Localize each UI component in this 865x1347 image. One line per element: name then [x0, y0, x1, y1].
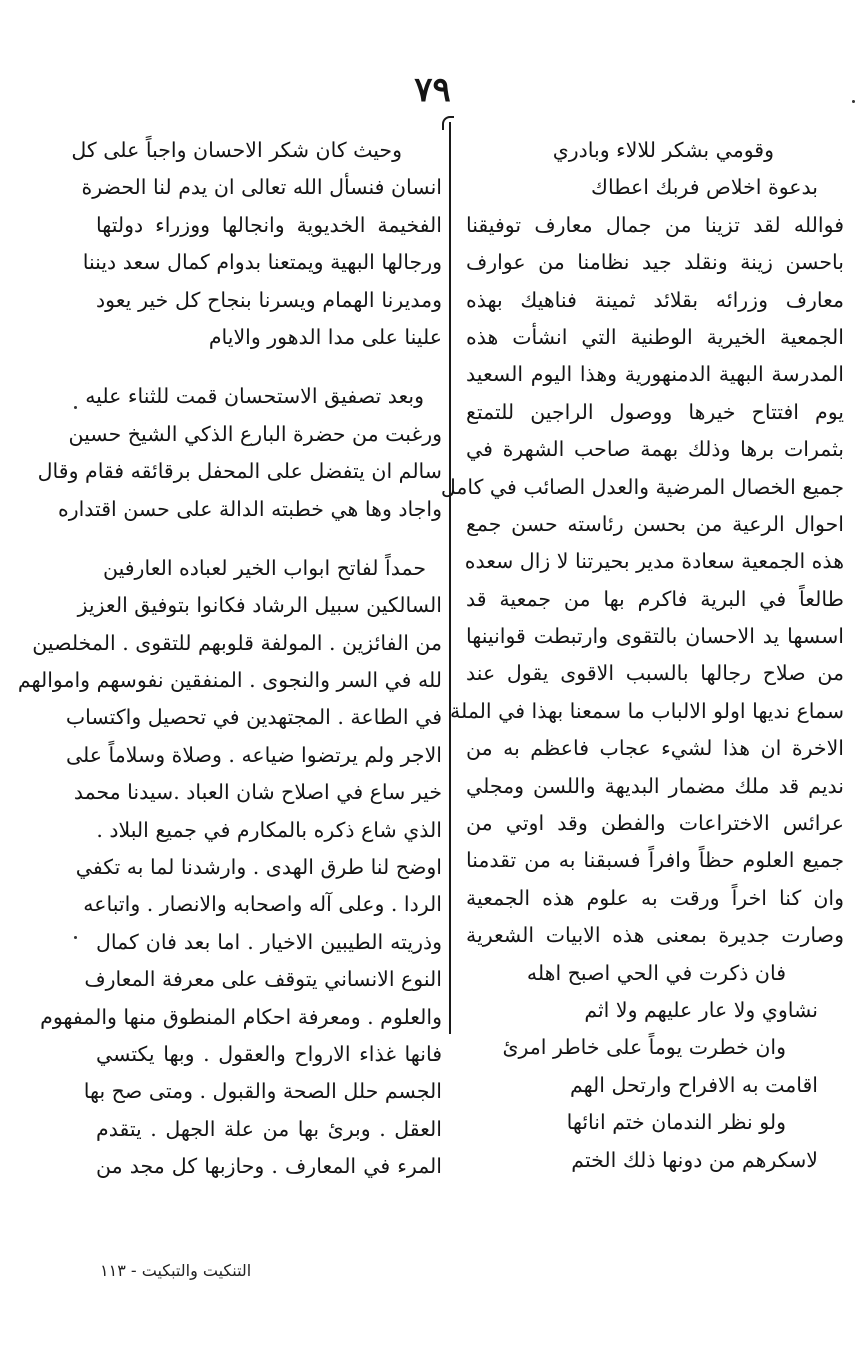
print-speck: [74, 406, 77, 409]
text-line: اوضح لنا طرق الهدى . وارشدنا لما به تكفي: [75, 855, 442, 880]
text-line: ومديرنا الهمام ويسرنا بنجاح كل خير يعود: [96, 287, 442, 312]
column-divider: [449, 122, 451, 1034]
text-line: لله في السر والنجوى . المنفقين نفوسهم واموالهم: [17, 668, 442, 693]
text-line: باحسن زينة ونقلد جيد نظامنا من عوارف: [466, 250, 844, 275]
text-line: الذي شاع ذكره بالمكارم في جميع البلاد .: [96, 817, 442, 842]
text-line: معارف وزرائه بقلائد ثمينة فناهيك بهذه: [466, 287, 844, 312]
text-line: وحيث كان شكر الاحسان واجباً على كل: [71, 138, 402, 162]
text-line: فانها غذاء الارواح والعقول . وبها يكتسي: [96, 1041, 442, 1066]
text-line: وبعد تصفيق الاستحسان قمت للثناء عليه: [85, 384, 424, 409]
verse-line: وان خطرت يوماً على خاطر امرئ: [502, 1035, 786, 1060]
print-speck: [74, 936, 77, 939]
verse-line: اقامت به الافراح وارتحل الهم: [569, 1072, 818, 1097]
verse-line: لاسكرهم من دونها ذلك الختم: [571, 1147, 818, 1172]
verse-line: نشاوي ولا عار عليهم ولا اثم: [584, 997, 818, 1022]
text-line: وقومي بشكر للالاء وبادري: [552, 138, 774, 162]
page-number: ٧٩: [414, 70, 451, 110]
text-line: المرء في المعارف . وحازبها كل مجد من: [96, 1154, 442, 1179]
text-line: نديم قد ملك مضمار البديهة واللسن ومجلي: [466, 773, 844, 798]
text-line: احوال الرعية من بحسن رئاسته حسن جمع: [466, 511, 844, 536]
text-line: بثمرات برها وذلك بهمة صاحب الشهرة في: [466, 437, 844, 462]
text-line: خير ساع في اصلاح شان العباد .سيدنا محمد: [73, 780, 442, 805]
text-line: في الطاعة . المجتهدين في تحصيل واكتساب: [65, 705, 442, 730]
text-line: جميع الخصال المرضية والعدل الصائب في كامل: [440, 474, 844, 499]
text-line: الاخرة ان هذا لشيء عجاب فاعظم به من: [466, 736, 844, 761]
text-line: الاجر ولم يرتضوا ضياعه . وصلاة وسلاماً على: [65, 742, 442, 767]
right-column: [440, 132, 844, 1179]
text-line: الردا . وعلى آله واصحابه والانصار . واتباعه: [83, 892, 442, 917]
text-line: الجمعية الخيرية الوطنية التي انشأت هذه: [466, 324, 844, 349]
text-line: هذه الجمعية سعادة مدير بحيرتنا لا زال سعده: [464, 549, 844, 574]
text-line: من الفائزين . المولفة قلوبهم للتقوى . المخلصين: [32, 630, 442, 655]
text-line: الفخيمة الخديوية وانجالها ووزراء دولتها: [96, 212, 442, 237]
text-line: واجاد وها هي خطبته الدالة على حسن اقتداره: [57, 496, 442, 521]
text-line: يوم افتتاح خيرها ووصول الراجين للتمتع: [466, 399, 844, 424]
left-column: [17, 132, 442, 1186]
text-line: جميع العلوم حظاً وافراً فسبقنا به من تقدمنا: [466, 848, 844, 873]
text-line: طالعاً في البرية فاكرم بها من جمعية قد: [466, 586, 844, 611]
print-speck: [852, 100, 855, 103]
text-line: علينا على مدا الدهور والايام: [208, 324, 442, 349]
text-line: انسان فنسأل الله تعالى ان يدم لنا الحضرة: [81, 175, 442, 200]
text-line: من صلاح رجالها بالسبب الاقوى يقول عند: [466, 661, 844, 686]
text-line: الجسم حلل الصحة والقبول . ومتى صح بها: [83, 1079, 442, 1104]
text-line: فوالله لقد تزينا من جمال معارف توفيقنا: [466, 212, 844, 237]
verse-line: فان ذكرت في الحي اصبح اهله: [526, 960, 786, 985]
text-line: النوع الانساني يتوقف على معرفة المعارف: [84, 967, 442, 992]
verse-line: ولو نظر الندمان ختم انائها: [566, 1110, 786, 1135]
text-line: اسسها يد الاحسان بالتقوى وارتبطت قوانينها: [466, 624, 844, 649]
text-line: عرائس الاختراعات والفطن وقد اوتي من: [466, 811, 844, 836]
text-line: بدعوة اخلاص فربك اعطاك: [591, 175, 818, 200]
text-line: السالكين سبيل الرشاد فكانوا بتوفيق العزيز: [77, 593, 442, 618]
text-line: حمداً لفاتح ابواب الخير لعباده العارفين: [102, 555, 426, 580]
footer-page-reference: التنكيت والتبكيت - ١١٣: [100, 1261, 252, 1280]
text-line: وصارت جديرة بمعنى هذه الابيات الشعرية: [466, 923, 844, 948]
text-line: سماع نديها اولو الالباب ما سمعنا بهذا في الملة: [450, 698, 844, 723]
text-line: وذريته الطيبين الاخيار . اما بعد فان كمال: [96, 929, 442, 954]
text-line: سالم ان يتفضل على المحفل برقائقه فقام وقال: [37, 459, 442, 484]
text-line: ورغبت من حضرة البارع الذكي الشيخ حسين: [68, 421, 442, 446]
text-line: ورجالها البهية ويمتعنا بدوام كمال سعد ديننا: [82, 250, 442, 275]
column-divider-hook: [442, 116, 454, 130]
text-line: المدرسة البهية الدمنهورية وهذا اليوم السعيد: [466, 362, 844, 387]
text-line: والعلوم . ومعرفة احكام المنطوق منها والمفهوم: [40, 1004, 442, 1029]
text-line: وان كنا اخراً ورقت به علوم هذه الجمعية: [466, 885, 844, 910]
text-line: العقل . وبرئ بها من علة الجهل . يتقدم: [96, 1116, 442, 1141]
